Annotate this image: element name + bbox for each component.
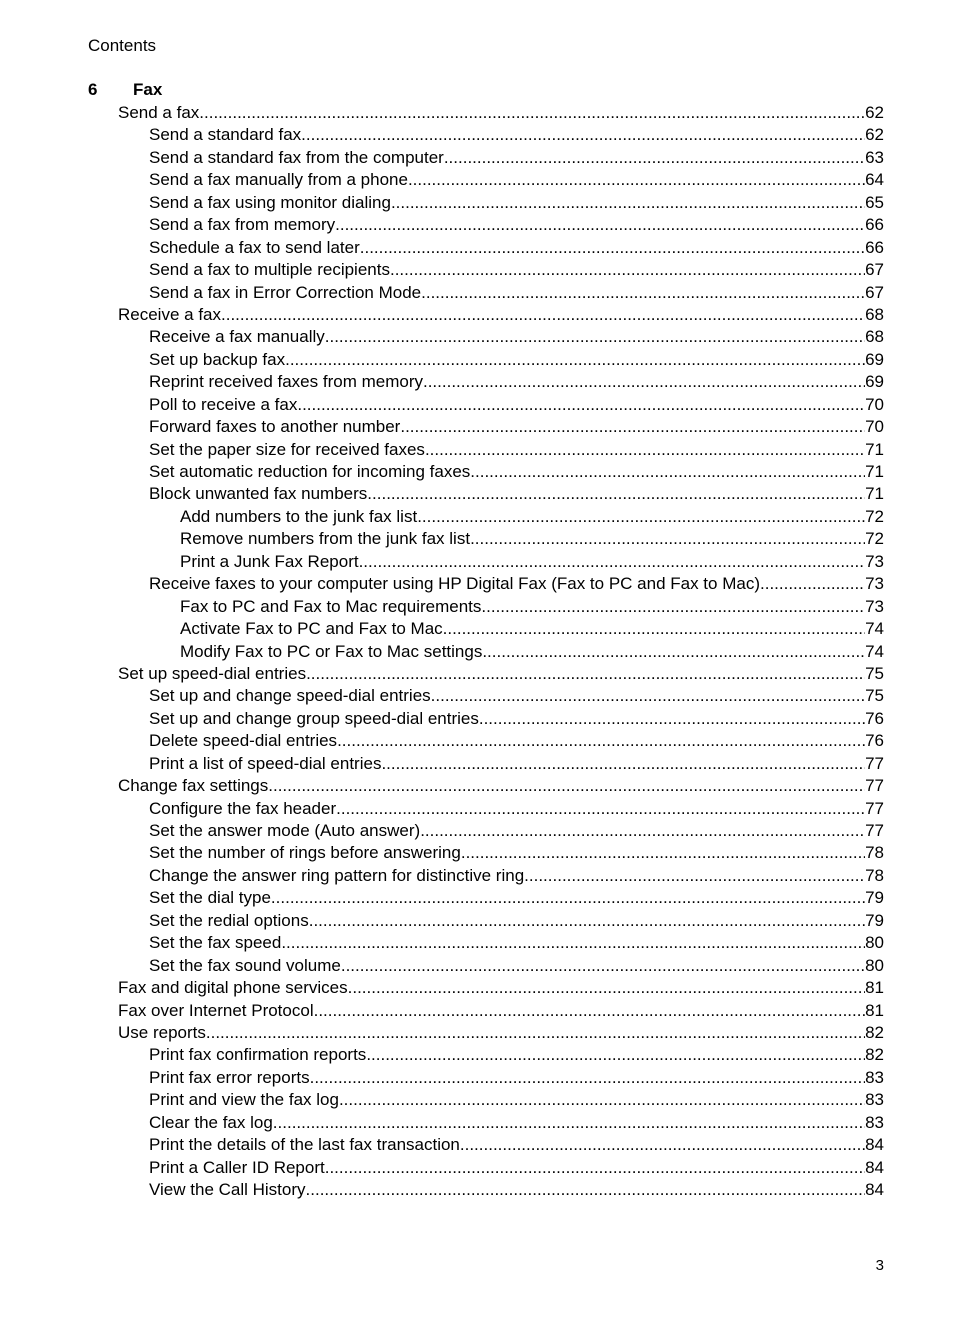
toc-leader-dots (400, 416, 865, 438)
toc-entry-title: Set the answer mode (Auto answer) (149, 821, 421, 840)
toc-entry-page: 65 (865, 192, 884, 212)
toc-entry[interactable] (118, 1157, 884, 1179)
toc-entry[interactable] (118, 887, 884, 909)
toc-leader-dots (470, 461, 865, 483)
toc-entry-title: Poll to receive a fax (149, 394, 298, 414)
toc-leader-dots (423, 371, 865, 393)
toc-entry-page: 74 (865, 619, 884, 639)
toc-entry[interactable] (118, 551, 884, 573)
toc-leader-dots (306, 663, 865, 685)
page-number: 3 (875, 1257, 884, 1274)
toc-leader-dots (339, 1089, 865, 1111)
toc-entry[interactable] (118, 528, 884, 550)
toc-entry[interactable] (118, 326, 884, 348)
toc-entry-title: View the Call History (149, 1180, 306, 1199)
toc-entry-title: Send a fax to multiple recipients (149, 260, 390, 280)
toc-entry-title: Send a standard fax (149, 125, 302, 145)
toc-entry[interactable] (118, 641, 884, 663)
table-of-contents (118, 102, 884, 1201)
toc-leader-dots (325, 326, 865, 348)
toc-entry-page: 70 (865, 394, 884, 414)
toc-entry-page: 71 (865, 439, 884, 459)
toc-entry-page: 72 (865, 506, 884, 526)
toc-leader-dots (285, 349, 865, 371)
toc-entry[interactable] (118, 842, 884, 864)
toc-entry-page: 76 (865, 731, 884, 751)
toc-entry[interactable] (118, 1022, 884, 1044)
toc-entry[interactable] (118, 865, 884, 887)
toc-entry-title: Fax to PC and Fax to Mac requirements (180, 596, 482, 616)
toc-leader-dots (310, 1067, 865, 1089)
toc-entry-title: Send a fax manually from a phone (149, 170, 408, 190)
toc-leader-dots (359, 551, 866, 573)
toc-entry-title: Change fax settings (118, 776, 269, 796)
toc-entry-title: Set the fax sound volume (149, 955, 341, 975)
toc-entry-page: 68 (865, 304, 884, 324)
toc-entry-title: Schedule a fax to send later (149, 237, 360, 257)
toc-leader-dots (460, 1134, 865, 1156)
toc-entry-page: 72 (865, 529, 884, 549)
toc-entry[interactable] (118, 237, 884, 259)
toc-entry-page: 69 (865, 372, 884, 392)
toc-entry-page: 73 (865, 596, 884, 616)
toc-entry-page: 84 (865, 1157, 884, 1177)
toc-entry[interactable] (118, 506, 884, 528)
toc-entry[interactable] (118, 461, 884, 483)
toc-entry-title: Modify Fax to PC or Fax to Mac settings (180, 641, 483, 661)
toc-entry-page: 78 (865, 843, 884, 863)
toc-leader-dots (309, 910, 865, 932)
toc-entry-title: Set up and change speed-dial entries (149, 686, 431, 706)
toc-entry-page: 83 (865, 1067, 884, 1087)
toc-entry-title: Print and view the fax log (149, 1090, 339, 1110)
toc-entry-title: Set up and change group speed-dial entries (149, 708, 479, 728)
toc-entry[interactable] (118, 573, 884, 595)
toc-entry[interactable] (118, 439, 884, 461)
toc-leader-dots (425, 439, 865, 461)
toc-entry-title: Send a standard fax from the computer (149, 147, 444, 167)
toc-entry-title: Block unwanted fax numbers (149, 484, 368, 504)
toc-entry-title: Remove numbers from the junk fax list (180, 529, 471, 549)
toc-entry-title: Print fax confirmation reports (149, 1045, 367, 1065)
toc-leader-dots (297, 394, 865, 416)
toc-entry-title: Receive faxes to your computer using HP Digital Fax (Fax to PC and Fax to Mac) (149, 574, 760, 594)
toc-entry[interactable] (118, 1134, 884, 1156)
toc-entry-page: 81 (865, 1000, 884, 1020)
toc-entry-page: 79 (865, 910, 884, 930)
toc-entry-page: 84 (865, 1135, 884, 1155)
toc-entry-page: 83 (865, 1112, 884, 1132)
toc-entry-title: Send a fax (118, 103, 200, 122)
toc-leader-dots (314, 1000, 865, 1022)
toc-entry-title: Use reports (118, 1022, 206, 1042)
toc-entry-title: Set the dial type (149, 888, 271, 908)
toc-leader-dots (482, 641, 865, 663)
toc-leader-dots (360, 237, 865, 259)
toc-entry-title: Receive a fax (118, 304, 221, 324)
toc-leader-dots (301, 124, 865, 146)
toc-entry[interactable] (118, 798, 884, 820)
toc-entry[interactable] (118, 932, 884, 954)
toc-entry[interactable] (118, 214, 884, 236)
toc-entry-title: Print a Junk Fax Report (180, 551, 359, 571)
toc-entry[interactable] (118, 371, 884, 393)
toc-entry-page: 69 (865, 349, 884, 369)
toc-entry-title: Receive a fax manually (149, 327, 325, 347)
toc-leader-dots (443, 618, 865, 640)
toc-entry[interactable] (118, 775, 884, 797)
toc-entry-page: 79 (865, 888, 884, 908)
toc-entry-page: 71 (865, 484, 884, 504)
toc-entry[interactable] (118, 124, 884, 146)
toc-leader-dots (348, 977, 865, 999)
toc-entry[interactable] (118, 1112, 884, 1134)
toc-entry-title: Set automatic reduction for incoming faxes (149, 462, 471, 481)
toc-leader-dots (760, 573, 865, 595)
toc-leader-dots (325, 1157, 865, 1179)
toc-entry-title: Reprint received faxes from memory (149, 372, 423, 392)
toc-entry-title: Print fax error reports (149, 1067, 310, 1087)
toc-leader-dots (221, 304, 865, 326)
toc-entry-page: 66 (865, 237, 884, 257)
toc-leader-dots (337, 730, 865, 752)
toc-entry-title: Fax and digital phone services (118, 978, 348, 998)
toc-entry-title: Print a Caller ID Report (149, 1157, 325, 1177)
toc-entry-title: Configure the fax header (149, 798, 337, 818)
toc-leader-dots (444, 147, 865, 169)
toc-entry-page: 62 (865, 103, 884, 122)
toc-leader-dots (481, 596, 865, 618)
toc-entry-title: Add numbers to the junk fax list (180, 506, 418, 526)
toc-entry-page: 71 (865, 462, 884, 481)
toc-leader-dots (306, 1179, 866, 1201)
toc-leader-dots (335, 214, 865, 236)
toc-entry-title: Activate Fax to PC and Fax to Mac (180, 619, 443, 639)
toc-entry-page: 77 (865, 798, 884, 818)
toc-entry-page: 67 (865, 260, 884, 280)
toc-entry[interactable] (118, 416, 884, 438)
chapter-heading (88, 80, 162, 100)
toc-entry-title: Forward faxes to another number (149, 417, 401, 437)
toc-leader-dots (199, 102, 865, 124)
toc-entry[interactable] (118, 663, 884, 685)
toc-entry-page: 81 (865, 978, 884, 998)
chapter-number: 6 (88, 80, 98, 99)
toc-entry[interactable] (118, 1000, 884, 1022)
toc-entry-title: Set the paper size for received faxes (149, 439, 425, 459)
toc-entry-page: 76 (865, 708, 884, 728)
toc-leader-dots (431, 685, 865, 707)
toc-entry[interactable] (118, 147, 884, 169)
toc-entry-page: 83 (865, 1090, 884, 1110)
toc-entry[interactable] (118, 1044, 884, 1066)
toc-entry[interactable] (118, 1067, 884, 1089)
toc-entry-title: Print the details of the last fax transaction (149, 1135, 460, 1155)
toc-leader-dots (206, 1022, 865, 1044)
toc-entry-page: 78 (865, 865, 884, 885)
toc-leader-dots (341, 955, 865, 977)
toc-entry-title: Fax over Internet Protocol (118, 1000, 314, 1020)
toc-entry[interactable] (118, 1179, 884, 1201)
toc-leader-dots (461, 842, 865, 864)
toc-entry-page: 68 (865, 327, 884, 347)
toc-entry-page: 80 (865, 955, 884, 975)
chapter-title: Fax (133, 80, 163, 99)
toc-leader-dots (470, 528, 865, 550)
toc-entry-page: 74 (865, 641, 884, 661)
toc-entry-page: 82 (865, 1045, 884, 1065)
toc-entry-page: 63 (865, 147, 884, 167)
toc-leader-dots (271, 887, 865, 909)
toc-leader-dots (367, 483, 865, 505)
toc-entry-title: Set the number of rings before answering (149, 843, 461, 863)
toc-entry-page: 77 (865, 753, 884, 773)
toc-leader-dots (281, 932, 865, 954)
toc-leader-dots (366, 1044, 865, 1066)
toc-entry-page: 64 (865, 170, 884, 190)
running-header: Contents (88, 36, 157, 55)
toc-leader-dots (408, 169, 865, 191)
toc-entry-page: 75 (865, 686, 884, 706)
toc-entry-page: 73 (865, 551, 884, 571)
toc-entry[interactable] (118, 259, 884, 281)
toc-entry[interactable] (118, 730, 884, 752)
toc-entry[interactable] (118, 483, 884, 505)
toc-entry[interactable] (118, 708, 884, 730)
toc-leader-dots (417, 506, 865, 528)
toc-leader-dots (381, 753, 865, 775)
toc-entry-page: 80 (865, 933, 884, 953)
toc-entry[interactable] (118, 192, 884, 214)
toc-entry-page: 66 (865, 215, 884, 235)
toc-entry[interactable] (118, 910, 884, 932)
toc-entry-title: Print a list of speed-dial entries (149, 753, 382, 773)
toc-entry[interactable] (118, 102, 884, 124)
toc-leader-dots (524, 865, 865, 887)
toc-entry[interactable] (118, 977, 884, 999)
toc-entry[interactable] (118, 753, 884, 775)
toc-entry[interactable] (118, 169, 884, 191)
toc-entry-title: Delete speed-dial entries (149, 731, 338, 751)
toc-leader-dots (420, 820, 865, 842)
toc-leader-dots (391, 192, 865, 214)
toc-entry[interactable] (118, 820, 884, 842)
toc-entry[interactable] (118, 1089, 884, 1111)
toc-leader-dots (390, 259, 865, 281)
toc-leader-dots (273, 1112, 865, 1134)
toc-entry[interactable] (118, 349, 884, 371)
toc-entry-page: 73 (865, 574, 884, 594)
toc-entry-title: Set up backup fax (149, 349, 286, 369)
toc-entry-page: 75 (865, 663, 884, 683)
toc-entry-page: 77 (865, 821, 884, 840)
toc-leader-dots (336, 798, 865, 820)
toc-entry[interactable] (118, 618, 884, 640)
toc-entry[interactable] (118, 304, 884, 326)
toc-entry-title: Send a fax from memory (149, 215, 336, 235)
toc-leader-dots (421, 282, 865, 304)
toc-entry-page: 70 (865, 417, 884, 437)
toc-entry-title: Set the fax speed (149, 933, 282, 953)
toc-entry[interactable] (118, 596, 884, 618)
toc-leader-dots (479, 708, 865, 730)
toc-entry-page: 77 (865, 776, 884, 796)
toc-entry-page: 84 (865, 1180, 884, 1199)
toc-entry-title: Set up speed-dial entries (118, 663, 307, 683)
toc-leader-dots (268, 775, 865, 797)
toc-entry-title: Send a fax in Error Correction Mode (149, 282, 422, 302)
toc-entry[interactable] (118, 955, 884, 977)
toc-entry-title: Send a fax using monitor dialing (149, 192, 391, 212)
toc-entry[interactable] (118, 685, 884, 707)
toc-entry-page: 82 (865, 1022, 884, 1042)
toc-entry-title: Clear the fax log (149, 1112, 273, 1132)
toc-entry-page: 67 (865, 282, 884, 302)
toc-entry-title: Set the redial options (149, 910, 309, 930)
toc-entry[interactable] (118, 394, 884, 416)
toc-entry[interactable] (118, 282, 884, 304)
toc-entry-title: Change the answer ring pattern for distinctive ring (149, 865, 525, 885)
toc-entry-page: 62 (865, 125, 884, 145)
